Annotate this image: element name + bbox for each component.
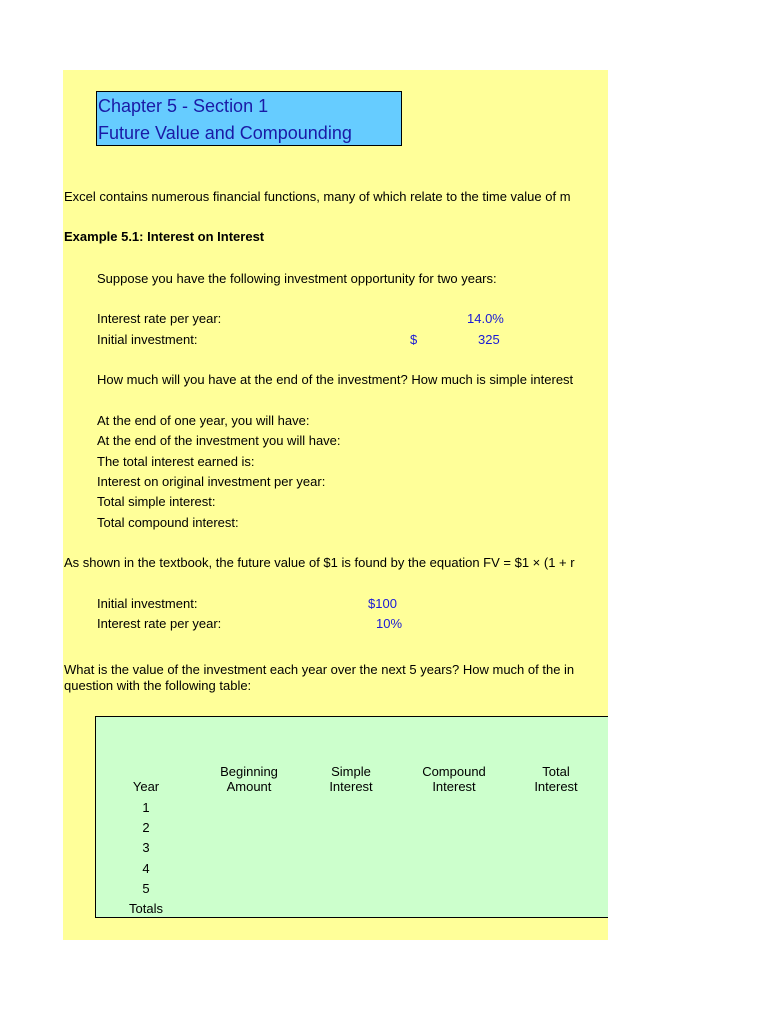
rate-label: Interest rate per year:	[97, 311, 222, 326]
investment-label: Initial investment:	[97, 332, 198, 347]
intro-text: Excel contains numerous financial functions, many of which relate to the time value of m	[64, 189, 571, 204]
spreadsheet-area	[63, 70, 608, 940]
result-label: Total simple interest:	[97, 494, 216, 509]
example-question: How much will you have at the end of the investment? How much is simple interest	[97, 372, 574, 387]
year-cell: 2	[142, 820, 150, 835]
table-question-line2: question with the following table:	[64, 678, 252, 693]
column-header-total-interest: Total Interest	[534, 764, 578, 794]
second-investment-label: Initial investment:	[97, 596, 198, 611]
column-header-year: Year	[132, 779, 160, 794]
year-cell: 1	[142, 800, 150, 815]
table-question-line1: What is the value of the investment each year over the next 5 years? How much of the in	[64, 662, 575, 677]
result-label: Interest on original investment per year:	[97, 474, 326, 489]
result-label: At the end of one year, you will have:	[97, 413, 310, 428]
example-prompt: Suppose you have the following investment opportunity for two years:	[97, 271, 497, 286]
column-header-simple-interest: Simple Interest	[329, 764, 373, 794]
interest-table	[95, 716, 608, 918]
year-cell: 3	[142, 840, 150, 855]
rate-value: 14.0%	[467, 311, 504, 326]
example-heading: Example 5.1: Interest on Interest	[64, 229, 265, 244]
investment-value: 325	[478, 332, 500, 347]
result-label: At the end of the investment you will have:	[97, 433, 341, 448]
totals-cell: Totals	[129, 901, 163, 916]
currency-symbol: $	[410, 332, 418, 347]
result-label: Total compound interest:	[97, 515, 239, 530]
result-label: The total interest earned is:	[97, 454, 255, 469]
second-rate-value: 10%	[376, 616, 403, 631]
year-cell: 5	[142, 881, 150, 896]
second-rate-label: Interest rate per year:	[97, 616, 222, 631]
fv-equation-text: As shown in the textbook, the future value of $1 is found by the equation FV = $1 × (1 + r	[64, 555, 575, 570]
column-header-beginning-amount: Beginning Amount	[220, 764, 278, 794]
section-title: Future Value and Compounding	[98, 123, 352, 143]
column-header-compound-interest: Compound Interest	[422, 764, 486, 794]
second-investment-value: $100	[368, 596, 397, 611]
chapter-title: Chapter 5 - Section 1	[98, 96, 269, 116]
year-cell: 4	[142, 861, 150, 876]
title-box	[96, 91, 402, 146]
